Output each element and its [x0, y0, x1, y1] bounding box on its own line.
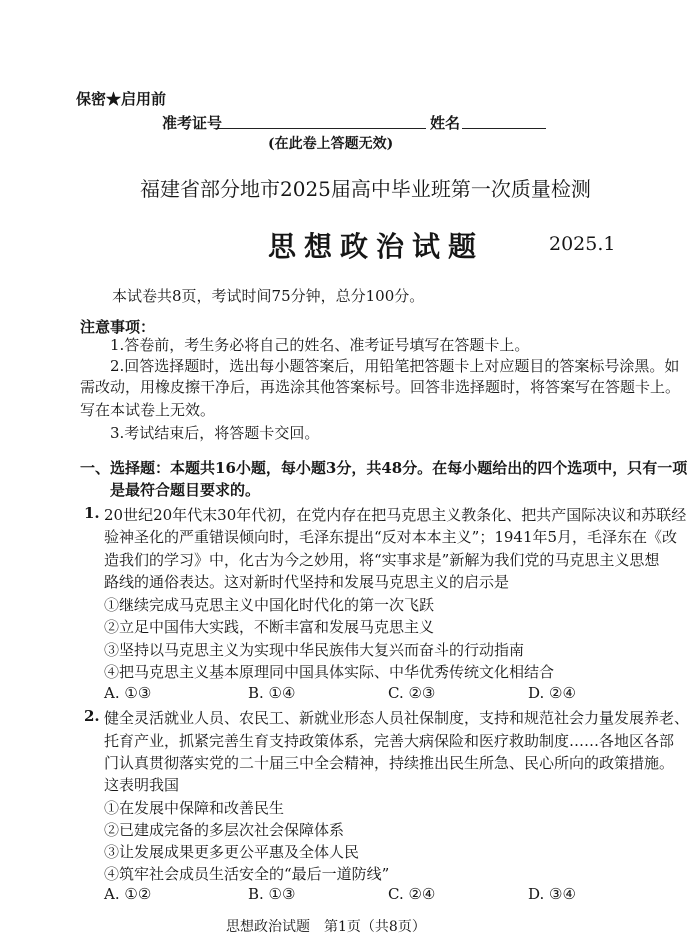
answer-option-b[interactable]: B. ①④ [248, 684, 296, 702]
notes-heading: 注意事项： [80, 318, 156, 336]
answer-option-c[interactable]: C. ②④ [388, 885, 436, 903]
name-label: 姓名 [430, 114, 461, 132]
question-number: 1. [84, 504, 100, 522]
question-text: 20世纪20年代末30年代初，在党内存在把马克思主义教条化、把共产国际决议和苏联经 [104, 506, 687, 524]
question-text: 造我们的学习》中，化古为今之妙用，将“实事求是”新解为我们党的马克思主义思想 [104, 551, 660, 569]
question-text: 这表明我国 [104, 776, 180, 794]
answer-option-d[interactable]: D. ②④ [528, 684, 576, 702]
exam-subtitle: 福建省部分地市2025届高中毕业班第一次质量检测 [140, 177, 591, 201]
invalid-note: (在此卷上答题无效) [268, 136, 394, 152]
question-text: 托育产业，抓紧完善生育支持政策体系，完善大病保险和医疗救助制度……各地区各部 [104, 732, 675, 750]
question-number: 2. [84, 707, 100, 725]
statement-item: ①在发展中保障和改善民生 [104, 799, 285, 817]
statement-item: ③坚持以马克思主义为实现中华民族伟大复兴而奋斗的行动指南 [104, 641, 525, 659]
statement-item: ④筑牢社会成员生活安全的“最后一道防线” [104, 865, 390, 883]
question-text: 路线的通俗表达。这对新时代坚持和发展马克思主义的启示是 [104, 573, 510, 591]
note-item: 3.考试结束后，将答题卡交回。 [110, 424, 320, 442]
statement-item: ④把马克思主义基本原理同中国具体实际、中华优秀传统文化相结合 [104, 663, 555, 681]
answer-option-a[interactable]: A. ①② [104, 885, 152, 903]
statement-item: ②立足中国伟大实践，不断丰富和发展马克思主义 [104, 618, 435, 636]
page-footer: 思想政治试题 第1页（共8页） [226, 919, 426, 935]
question-text: 健全灵活就业人员、农民工、新就业形态人员社保制度，支持和规范社会力量发展养老、 [104, 709, 690, 727]
exam-id-label: 准考证号 [162, 114, 223, 132]
intro-text: 本试卷共8页，考试时间75分钟，总分100分。 [112, 287, 425, 305]
answer-option-a[interactable]: A. ①③ [104, 684, 152, 702]
exam-date: 2025.1 [549, 233, 616, 255]
question-text: 验神圣化的严重错误倾向时，毛泽东提出“反对本本主义”；1941年5月，毛泽东在《改 [104, 528, 678, 546]
statement-item: ②已建成完备的多层次社会保障体系 [104, 821, 345, 839]
question-text: 门认真贯彻落实党的二十届三中全会精神，持续推出民生所急、民心所向的政策措施。 [104, 754, 675, 772]
name-blank[interactable] [462, 128, 546, 129]
section-heading: 一、选择题：本题共16小题，每小题3分，共48分。在每小题给出的四个选项中，只有一项 [80, 459, 688, 477]
confidential-label: 保密★启用前 [76, 90, 167, 108]
answer-option-d[interactable]: D. ③④ [528, 885, 576, 903]
note-item: 1.答卷前，考生务必将自己的姓名、准考证号填写在答题卡上。 [110, 336, 530, 354]
exam-id-blank[interactable] [218, 128, 426, 129]
section-heading-cont: 是最符合题目要求的。 [110, 481, 261, 499]
page-title: 思想政治试题 [268, 230, 485, 263]
statement-item: ①继续完成马克思主义中国化时代化的第一次飞跃 [104, 596, 435, 614]
statement-item: ③让发展成果更多更公平惠及全体人民 [104, 843, 360, 861]
answer-option-c[interactable]: C. ②③ [388, 684, 436, 702]
note-item: 需改动，用橡皮擦干净后，再选涂其他答案标号。回答非选择题时，将答案写在答题卡上。 [80, 378, 681, 396]
note-item: 写在本试卷上无效。 [80, 401, 216, 419]
answer-option-b[interactable]: B. ①③ [248, 885, 296, 903]
note-item: 2.回答选择题时，选出每小题答案后，用铅笔把答题卡上对应题目的答案标号涂黑。如 [110, 357, 680, 375]
